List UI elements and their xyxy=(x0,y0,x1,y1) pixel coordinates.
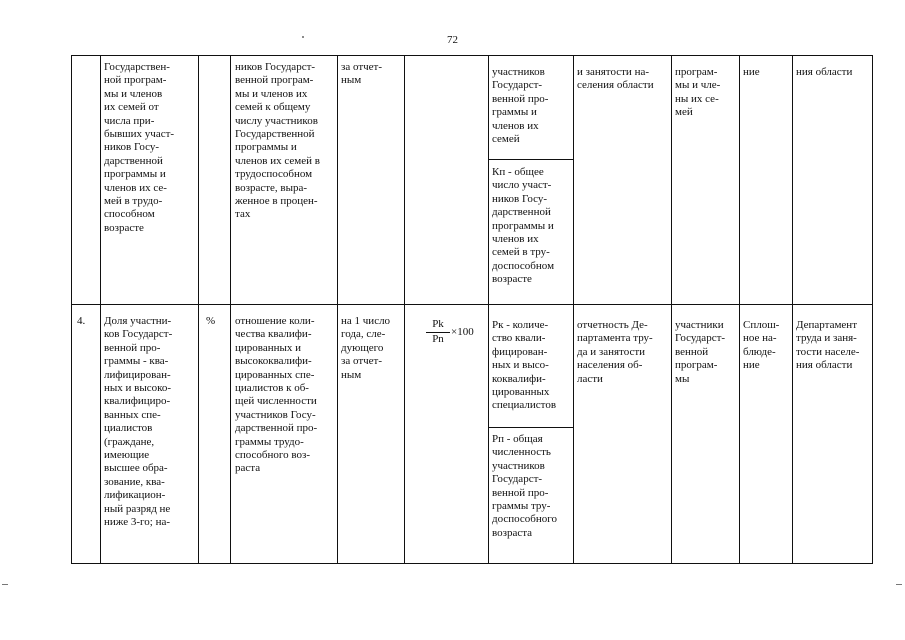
page-number: 72 xyxy=(447,34,458,46)
row-divider xyxy=(71,304,873,305)
cell-population: участники Государст- венной програм- мы xyxy=(675,319,726,385)
right-edge-mark xyxy=(896,584,902,585)
cell-indicator-name: Доля участни- ков Государст- венной про- граммы - ква- лифицирован- ных и высоко- квалифициро- ванных спе- циалистов (граждане, имеющие высшее обра- зование, ква- лификацион- ный разряд не ниже 3-го; на- xyxy=(104,315,173,529)
col-border xyxy=(230,55,231,564)
table-top-border xyxy=(71,55,873,56)
col-border xyxy=(488,55,489,564)
table-bottom-border xyxy=(71,563,873,564)
cell-period-cont: за отчет- ным xyxy=(341,61,383,87)
cell-period: на 1 число года, сле- дующего за отчет- ным xyxy=(341,315,391,381)
cell-indicator-name-cont: Государствен- ной програм- мы и членов их семей от числа при- бывших участ- ников Госу- дарственной программы и членов их се- мей в трудо- способном возрасте xyxy=(104,61,175,234)
cell-unit-cont: програм- мы и чле- ны их се- мей xyxy=(675,66,721,119)
cell-source: отчетность Де- партамента тру- да и занятости населения об- ласти xyxy=(577,319,653,385)
cell-unit-of-measure: % xyxy=(206,315,216,327)
cell-variables-b-cont: Кп - общее число участ- ников Госу- дарственной программы и членов их семей в тру- доспособном возрасте xyxy=(492,166,555,286)
cell-row-number: 4. xyxy=(77,315,86,327)
cell-variables-a: Рк - количе- ство квали- фицирован- ных и высо- коквалифи- цированных специалистов xyxy=(492,319,557,412)
formula-numerator: Pk xyxy=(432,318,444,330)
subcell-divider xyxy=(488,159,573,160)
col-border xyxy=(71,55,72,564)
col-border xyxy=(573,55,574,564)
col-border xyxy=(404,55,405,564)
cell-method-cont: ников Государст- венной програм- мы и членов их семей к общему числу участников Государственной программы и членов их семей в трудоспособном возрасте, выра- женное в процен- тах xyxy=(235,61,320,221)
cell-variables-b: Рп - общая численность участников Государст- венной про- граммы тру- доспособного возраста xyxy=(492,433,558,539)
formula-multiplier: ×100 xyxy=(451,326,474,338)
cell-responsible-cont: ния области xyxy=(796,66,853,78)
col-border xyxy=(671,55,672,564)
cell-method: отношение коли- чества квалифи- цированных и высококвалифи- цированных спе- циалистов к об- щей численности участников Госу- дарственной про- граммы трудо- способного воз- раста xyxy=(235,315,318,475)
col-border xyxy=(739,55,740,564)
col-border xyxy=(198,55,199,564)
formula-denominator: Pn xyxy=(432,333,444,345)
subcell-divider xyxy=(488,427,573,428)
left-edge-mark xyxy=(2,584,8,585)
col-border xyxy=(337,55,338,564)
cell-collection-method: Сплош- ное на- блюде- ние xyxy=(743,319,780,372)
cell-collection-method-cont: ние xyxy=(743,66,760,78)
col-border xyxy=(792,55,793,564)
cell-variables-a-cont: участников Государст- венной про- граммы и членов их семей xyxy=(492,66,549,146)
cell-responsible: Департамент труда и заня- тости населе- ния области xyxy=(796,319,860,372)
scan-speck xyxy=(302,36,304,38)
col-border xyxy=(100,55,101,564)
cell-source-cont: и занятости на- селения области xyxy=(577,66,654,92)
col-border xyxy=(872,55,873,564)
